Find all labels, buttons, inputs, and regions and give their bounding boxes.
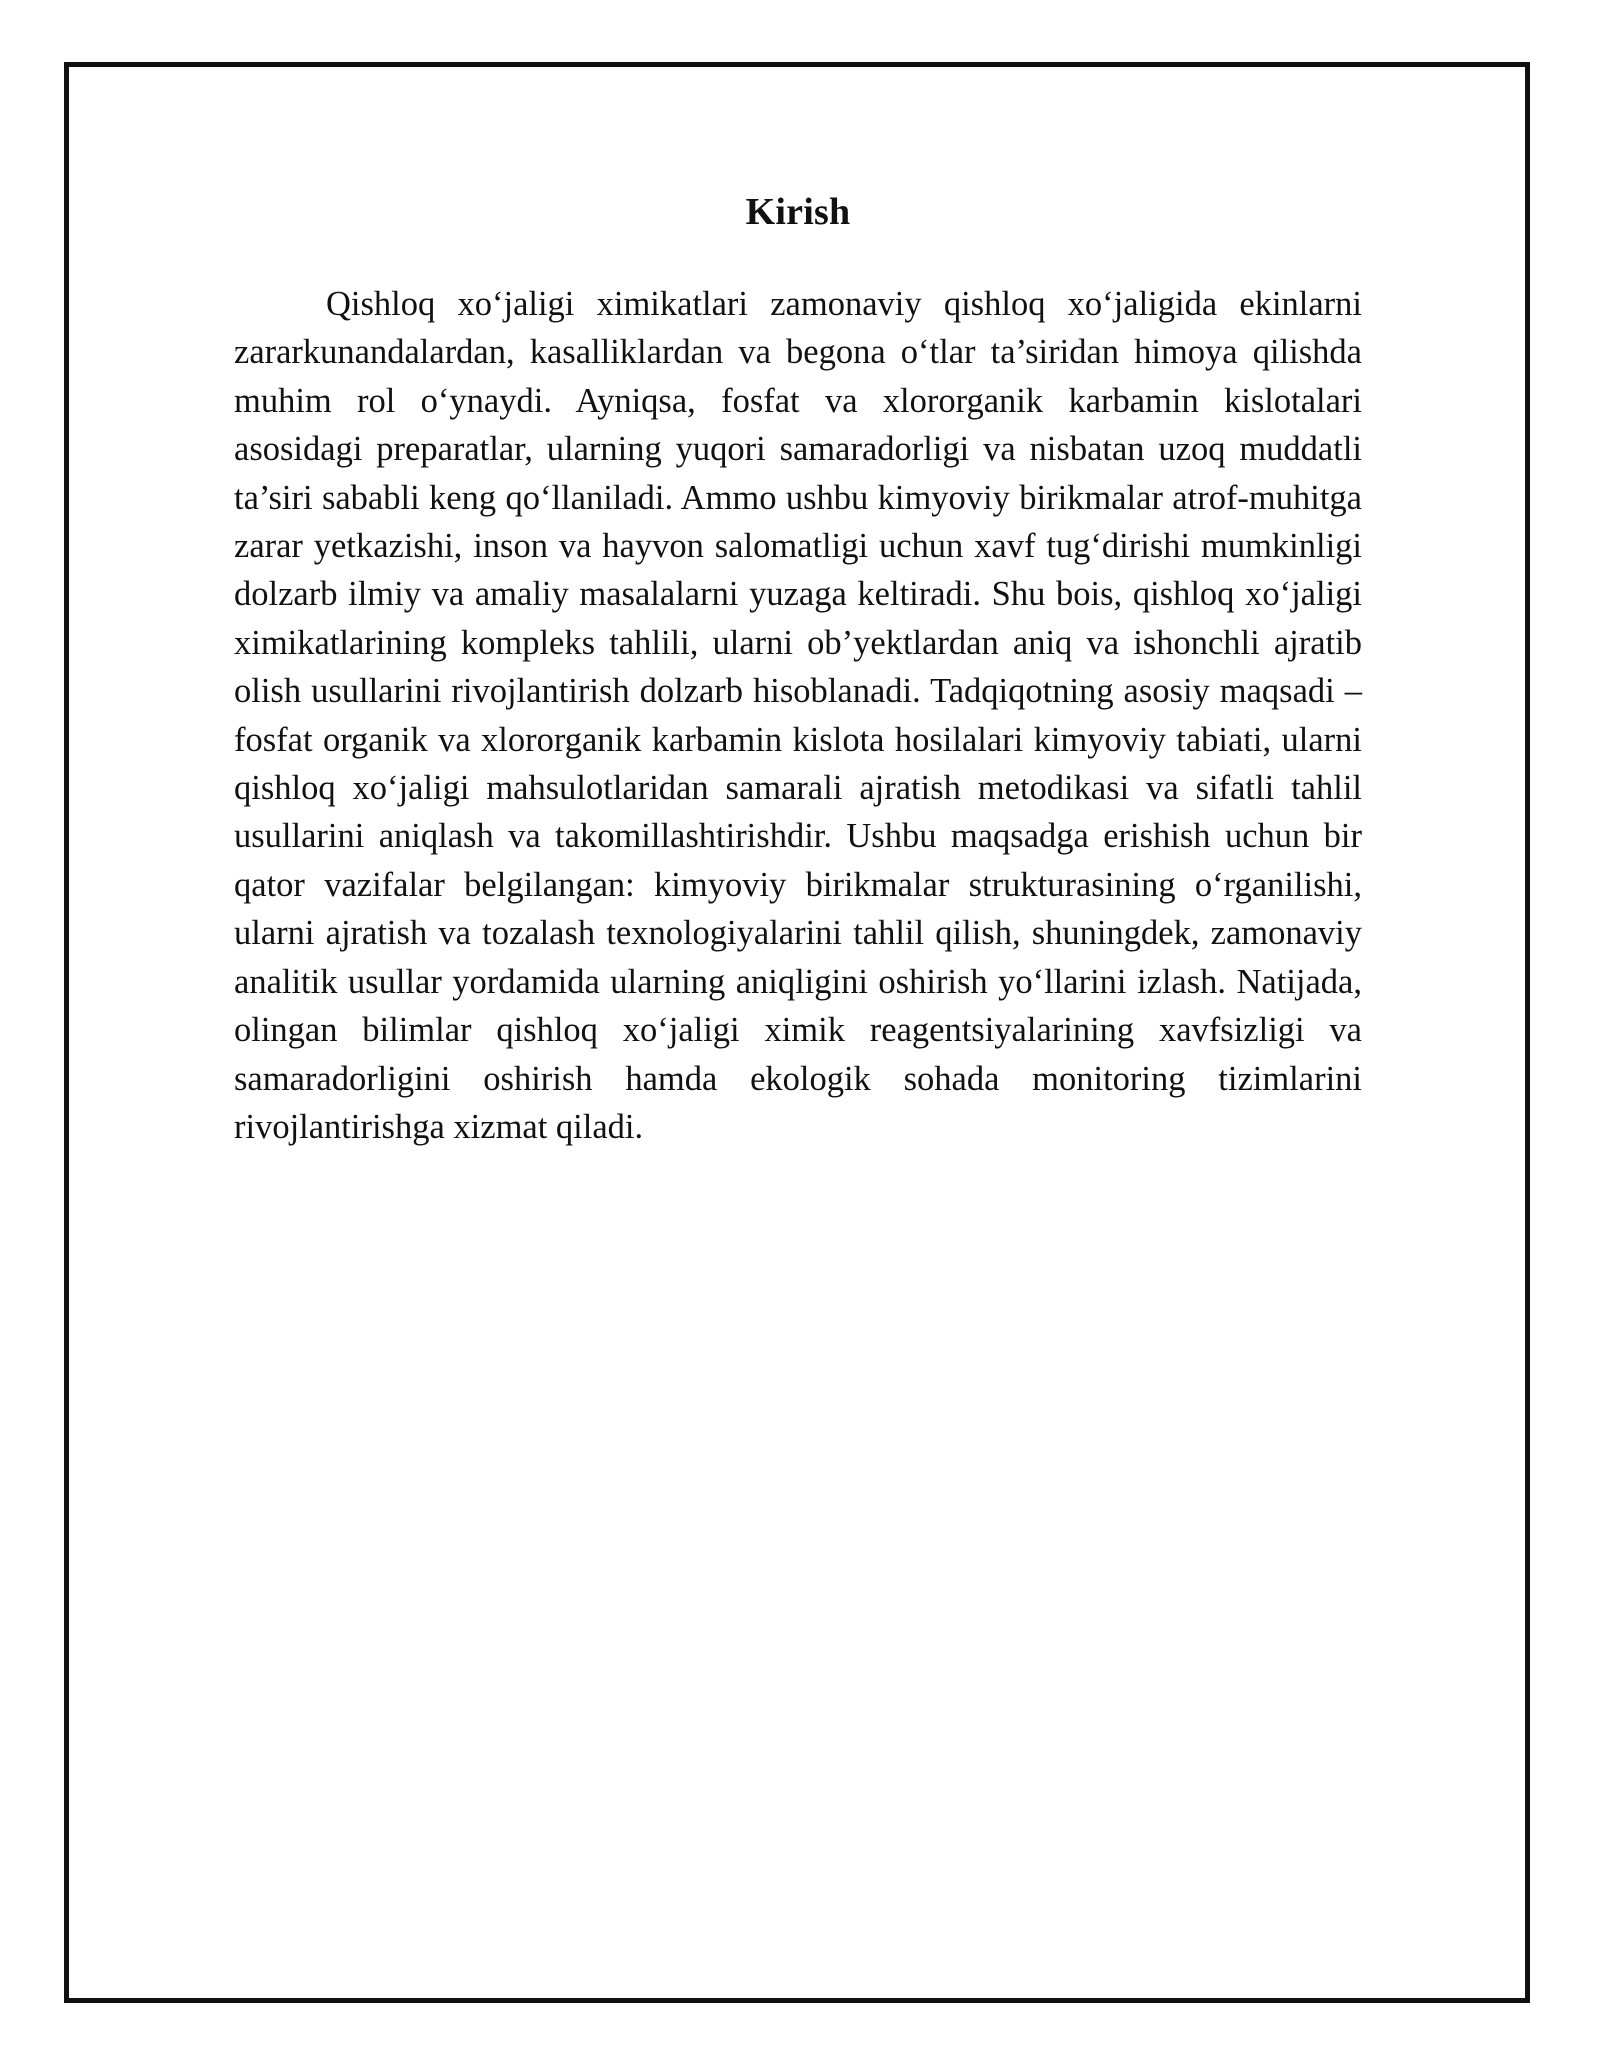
page-content xyxy=(234,180,1362,1151)
page-title: Kirish xyxy=(745,191,851,233)
body-paragraph: Qishloq xo‘jaligi ximikatlari zamonaviy qishloq xo‘jaligida ekinlarni zararkunandalardan, kasalliklardan va begona o‘tlar ta’siridan himoya qilishda muhim rol o‘ynaydi. Ayniqsa, fosfat va xlororganik karbamin kislotalari asosidagi preparatlar, ularning yuqori samaradorligi va nisbatan uzoq muddatli ta’siri sababli keng qo‘llaniladi. Ammo ushbu kimyoviy birikmalar atrof-muhitga zarar yetkazishi, inson va hayvon salomatligi uchun xavf tug‘dirishi mumkinligi dolzarb ilmiy va amaliy masalalarni yuzaga keltiradi. Shu bois, qishloq xo‘jaligi ximikatlarining kompleks tahlili, ularni ob’yektlardan aniq va ishonchli ajratib olish usullarini rivojlantirish dolzarb hisoblanadi. Tadqiqotning asosiy maqsadi – fosfat organik va xlororganik karbamin kislota hosilalari kimyoviy tabiati, ularni qishloq xo‘jaligi mahsulotlaridan samarali ajratish metodikasi va sifatli tahlil usullarini aniqlash va takomillashtirishdir. Ushbu maqsadga erishish uchun bir qator vazifalar belgilangan: kimyoviy birikmalar strukturasining o‘rganilishi, ularni ajratish va tozalash texnologiyalarini tahlil qilish, shuningdek, zamonaviy analitik usullar yordamida ularning aniqligini oshirish yo‘llarini izlash. Natijada, olingan bilimlar qishloq xo‘jaligi ximik reagentsiyalarining xavfsizligi va samaradorligini oshirish hamda ekologik sohada monitoring tizimlarini rivojlantirishga xizmat qiladi. xyxy=(234,285,1362,1146)
